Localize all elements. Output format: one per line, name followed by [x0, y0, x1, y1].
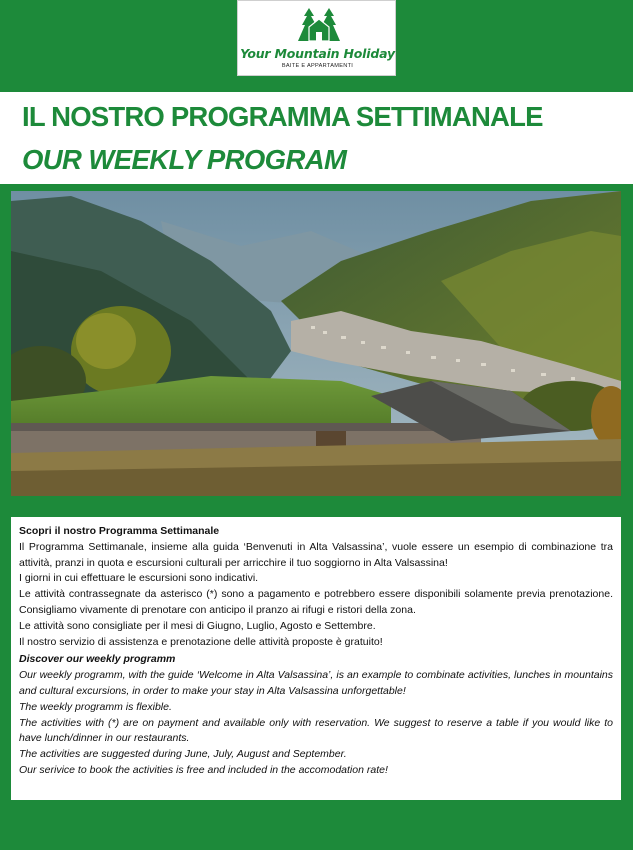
english-paragraph: Our weekly programm, with the guide ‘Welcome in Alta Valsassina’, is an example to combinate activities, lunches in mountains and cultural excursions, in order to make your stay in Alta Valsassina unforgettable! — [19, 669, 613, 697]
logo-tagline: BAITE E APPARTAMENTI — [281, 63, 354, 69]
italian-paragraph: I giorni in cui effettuare le escursioni sono indicativi. — [19, 572, 259, 585]
italian-section — [19, 524, 613, 650]
english-paragraph: The activities with (*) are on payment and available only with reservation. We suggest to reserve a table if you would like to have lunch/dinner in our restaurants. — [19, 716, 613, 745]
italian-paragraph: Le attività contrassegnate da asterisco (*) sono a pagamento e potrebbero essere disponibili solamente previa prenotazione. Consigliamo vivamente di prenotare con anticipo il pranzo ai rifugi e ristori della zona. — [19, 588, 613, 616]
page-title-italian: IL NOSTRO PROGRAMMA SETTIMANALE — [22, 101, 543, 132]
logo-box — [237, 0, 396, 76]
english-paragraph: The weekly programm is flexible. — [19, 700, 172, 713]
italian-paragraph: Le attività sono consigliate per il mesi di Giugno, Luglio, Agosto e Settembre. — [19, 619, 376, 632]
italian-paragraph: Il nostro servizio di assistenza e prenotazione delle attività proposte è gratuito! — [19, 635, 383, 648]
page-title-english: OUR WEEKLY PROGRAM — [22, 144, 347, 175]
english-heading: Discover our weekly programm — [19, 653, 176, 666]
title-band — [0, 92, 633, 184]
italian-heading: Scopri il nostro Programma Settimanale — [19, 525, 220, 537]
english-section — [19, 652, 613, 778]
mountain-trees-house-icon — [296, 5, 342, 43]
alpine-valley-village-photo — [11, 191, 621, 496]
description-panel — [11, 517, 621, 800]
logo-name: Your Mountain Holiday — [240, 46, 395, 61]
italian-paragraph: Il Programma Settimanale, insieme alla guida ‘Benvenuti in Alta Valsassina’, vuole essere un esempio di combinazione tra attività, pranzi in quota e escursioni culturali per arricchire il tuo soggiorno in Alta Valsassina! — [19, 540, 613, 569]
english-paragraph: The activities are suggested during June, July, August and September. — [19, 748, 347, 761]
english-paragraph: Our serivice to book the activities is free and included in the accomodation rate! — [19, 763, 388, 776]
